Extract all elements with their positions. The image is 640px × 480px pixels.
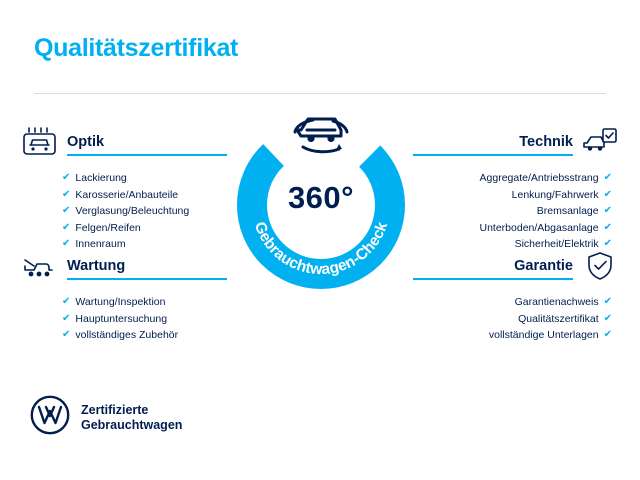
section-optik	[22, 128, 242, 253]
section-garantie-title: Garantie	[514, 258, 573, 274]
badge-360-check	[228, 112, 414, 298]
list-item-label: Verglasung/Beleuchtung	[75, 205, 190, 217]
section-garantie-header	[398, 252, 618, 286]
list-item	[398, 203, 618, 220]
check-icon: ✔	[603, 296, 612, 308]
page-title: Qualitätszertifikat	[34, 34, 239, 62]
check-icon: ✔	[603, 329, 612, 341]
list-item	[22, 187, 242, 204]
section-technik-rule	[413, 154, 573, 156]
badge-degrees: 360°	[287, 180, 355, 215]
footer	[30, 395, 182, 440]
check-icon: ✔	[603, 205, 612, 217]
vw-logo	[30, 395, 70, 440]
list-item	[398, 170, 618, 187]
list-item	[398, 187, 618, 204]
list-item	[398, 220, 618, 237]
section-technik	[398, 128, 618, 253]
section-wartung	[22, 252, 242, 344]
car-wash-icon	[22, 126, 58, 165]
list-item-label: Karosserie/Anbauteile	[75, 188, 179, 201]
list-item-label: Wartung/Inspektion	[75, 296, 166, 308]
section-wartung-header	[22, 252, 242, 286]
section-optik-rule	[67, 154, 227, 156]
title-divider	[34, 93, 606, 94]
tow-truck-icon	[22, 250, 58, 289]
footer-line-2: Gebrauchtwagen	[81, 417, 183, 432]
check-icon: ✔	[62, 172, 71, 184]
check-icon: ✔	[62, 329, 71, 341]
shield-check-icon	[582, 250, 618, 289]
check-icon: ✔	[62, 221, 71, 233]
list-item-label: Innenraum	[75, 238, 126, 250]
car-360-icon	[281, 102, 361, 169]
car-checklist-icon	[582, 126, 618, 165]
check-icon: ✔	[603, 188, 612, 200]
list-item	[22, 294, 242, 311]
list-item	[398, 311, 618, 328]
section-technik-list	[398, 170, 618, 253]
list-item-label: Unterboden/Abgasanlage	[479, 221, 599, 234]
list-item	[398, 327, 618, 344]
section-optik-title: Optik	[67, 134, 105, 150]
list-item-label: Felgen/Reifen	[75, 221, 141, 234]
list-item-label: Hauptuntersuchung	[75, 312, 168, 325]
list-item-label: Aggregate/Antriebsstrang	[479, 172, 599, 184]
section-garantie-rule	[413, 278, 573, 280]
list-item-label: Garantienachweis	[514, 296, 599, 308]
list-item-label: vollständiges Zubehör	[75, 329, 179, 341]
section-technik-title: Technik	[519, 134, 573, 150]
section-optik-header	[22, 128, 242, 162]
footer-line-1: Zertifizierte	[81, 402, 149, 417]
list-item	[22, 203, 242, 220]
section-wartung-title: Wartung	[67, 258, 126, 274]
check-icon: ✔	[603, 238, 612, 250]
section-wartung-list	[22, 294, 242, 344]
list-item-label: Sicherheit/Elektrik	[514, 238, 599, 250]
list-item-label: Lenkung/Fahrwerk	[511, 188, 599, 201]
list-item	[22, 220, 242, 237]
section-garantie-list	[398, 294, 618, 344]
check-icon: ✔	[62, 205, 71, 217]
section-wartung-rule	[67, 278, 227, 280]
footer-text	[81, 403, 182, 433]
check-icon: ✔	[62, 188, 71, 200]
list-item-label: vollständige Unterlagen	[488, 329, 599, 341]
check-icon: ✔	[62, 296, 71, 308]
list-item	[22, 170, 242, 187]
list-item-label: Qualitätszertifikat	[518, 312, 599, 325]
check-icon: ✔	[62, 238, 71, 250]
check-icon: ✔	[603, 312, 612, 324]
list-item-label: Lackierung	[75, 172, 127, 184]
section-garantie	[398, 252, 618, 344]
badge-arc-label: Gebrauchtwagen-Check	[250, 219, 392, 279]
check-icon: ✔	[603, 221, 612, 233]
list-item	[22, 327, 242, 344]
check-icon: ✔	[62, 312, 71, 324]
section-optik-list	[22, 170, 242, 253]
list-item-label: Bremsanlage	[536, 205, 599, 217]
section-technik-header	[398, 128, 618, 162]
list-item	[398, 294, 618, 311]
list-item	[22, 311, 242, 328]
check-icon: ✔	[603, 172, 612, 184]
